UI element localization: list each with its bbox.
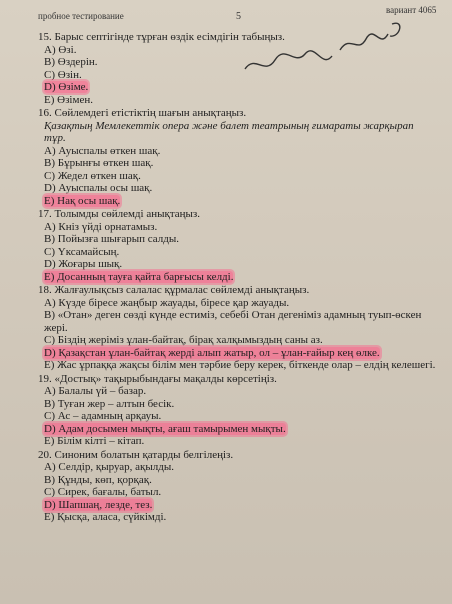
option-c[interactable]: С) Біздің жеріміз ұлан-байтақ, бірақ халқымыздың саны аз. xyxy=(44,334,323,346)
question-17 xyxy=(38,208,438,283)
question-stem: 19. «Достық» тақырыбындағы мақалды көрсетіңіз. xyxy=(38,372,277,385)
option-d-highlighted[interactable]: D) Шапшаң, лезде, тез. xyxy=(44,498,153,511)
option-a[interactable]: А) Ауыспалы өткен шақ. xyxy=(44,144,161,157)
option-c[interactable]: С) Өзін. xyxy=(44,68,82,81)
option-e[interactable]: Е) Қысқа, аласа, сүйкімді. xyxy=(44,511,167,523)
variant-label: вариант 4065 xyxy=(386,5,437,15)
option-c[interactable]: С) Ас – адамның арқауы. xyxy=(44,410,162,422)
option-b[interactable]: В) Пойызға шығарып салды. xyxy=(44,233,179,245)
answer-options xyxy=(38,221,438,284)
answer-options xyxy=(38,297,438,372)
option-b[interactable]: В) Бұрынғы өткен шақ. xyxy=(44,157,154,169)
option-b[interactable]: В) Құнды, көп, қорқақ. xyxy=(44,473,152,486)
option-e-highlighted[interactable]: Е) Нақ осы шақ. xyxy=(44,194,121,207)
option-e[interactable]: Е) Өзімен. xyxy=(44,93,93,106)
question-stem: 16. Сөйлемдегі етістіктің шағын анықтаңыз. xyxy=(38,107,247,119)
option-d-highlighted[interactable]: D) Адам досымен мықты, ағаш тамырымен мықты. xyxy=(44,422,286,435)
question-stem: 18. Жалғаулықсыз салалас құрмалас сөйлемді анықтаңыз. xyxy=(38,284,310,296)
option-d[interactable]: D) Жоғары шық. xyxy=(44,258,123,270)
option-a[interactable]: А) Өзі. xyxy=(44,43,77,56)
option-b[interactable]: В) Туған жер – алтын бесік. xyxy=(44,397,175,410)
option-d[interactable]: D) Ауыспалы осы шақ. xyxy=(44,182,153,194)
question-20 xyxy=(38,449,438,524)
option-d-highlighted[interactable]: D) Қазақстан ұлан-байтақ жерді алып жатыр, ол – ұлан-ғайыр кең өлке. xyxy=(44,346,380,359)
option-a[interactable]: А) Селдір, қыруар, ақылды. xyxy=(44,461,175,473)
question-16 xyxy=(38,107,438,207)
answer-options xyxy=(38,145,438,208)
answer-options xyxy=(38,44,438,107)
question-15 xyxy=(38,31,438,106)
option-c[interactable]: С) Жедел өткен шақ. xyxy=(44,169,141,182)
option-a[interactable]: А) Балалы үй – базар. xyxy=(44,385,147,397)
answer-options xyxy=(38,385,438,448)
option-c[interactable]: С) Сирек, бағалы, батыл. xyxy=(44,486,162,498)
question-stem: 15. Барыс септігінде тұрған өздік есімдігін табыңыз. xyxy=(38,31,285,43)
option-e-highlighted[interactable]: Е) Досанның тауға қайта барғысы келді. xyxy=(44,270,234,283)
questions-container xyxy=(38,31,438,524)
option-d-highlighted[interactable]: D) Өзіме. xyxy=(44,81,89,93)
page-number: 5 xyxy=(236,11,241,22)
question-stem: 17. Толымды сөйлемді анықтаңыз. xyxy=(38,208,201,220)
header-left: пробное тестирование xyxy=(38,11,124,21)
option-c[interactable]: С) Үксамайсың. xyxy=(44,245,120,258)
option-b[interactable]: В) Өздерін. xyxy=(44,56,98,68)
option-e[interactable]: Е) Білім кілті – кітап. xyxy=(44,435,145,447)
question-sentence: Қазақтың Мемлекеттік опера және балет театрының ғимараты жарқырап тұр. xyxy=(44,119,414,144)
question-stem: 20. Синоним болатын қатарды белгілеңіз. xyxy=(38,448,234,461)
option-a[interactable]: А) Күзде біресе жаңбыр жауады, біресе қар жауады. xyxy=(44,296,290,309)
option-e[interactable]: Е) Жас ұрпаққа жақсы білім мен тәрбие беру керек, біткенде олар – елдің келешегі. xyxy=(44,359,436,371)
question-19 xyxy=(38,373,438,448)
option-b[interactable]: В) «Отан» деген сөзді күнде естиміз, себебі Отан дегеніміз адамның туып-өскен жері. xyxy=(44,309,422,334)
question-18 xyxy=(38,284,438,372)
answer-options xyxy=(38,461,438,524)
option-a[interactable]: А) Кніз үйді орнатамыз. xyxy=(44,220,158,233)
